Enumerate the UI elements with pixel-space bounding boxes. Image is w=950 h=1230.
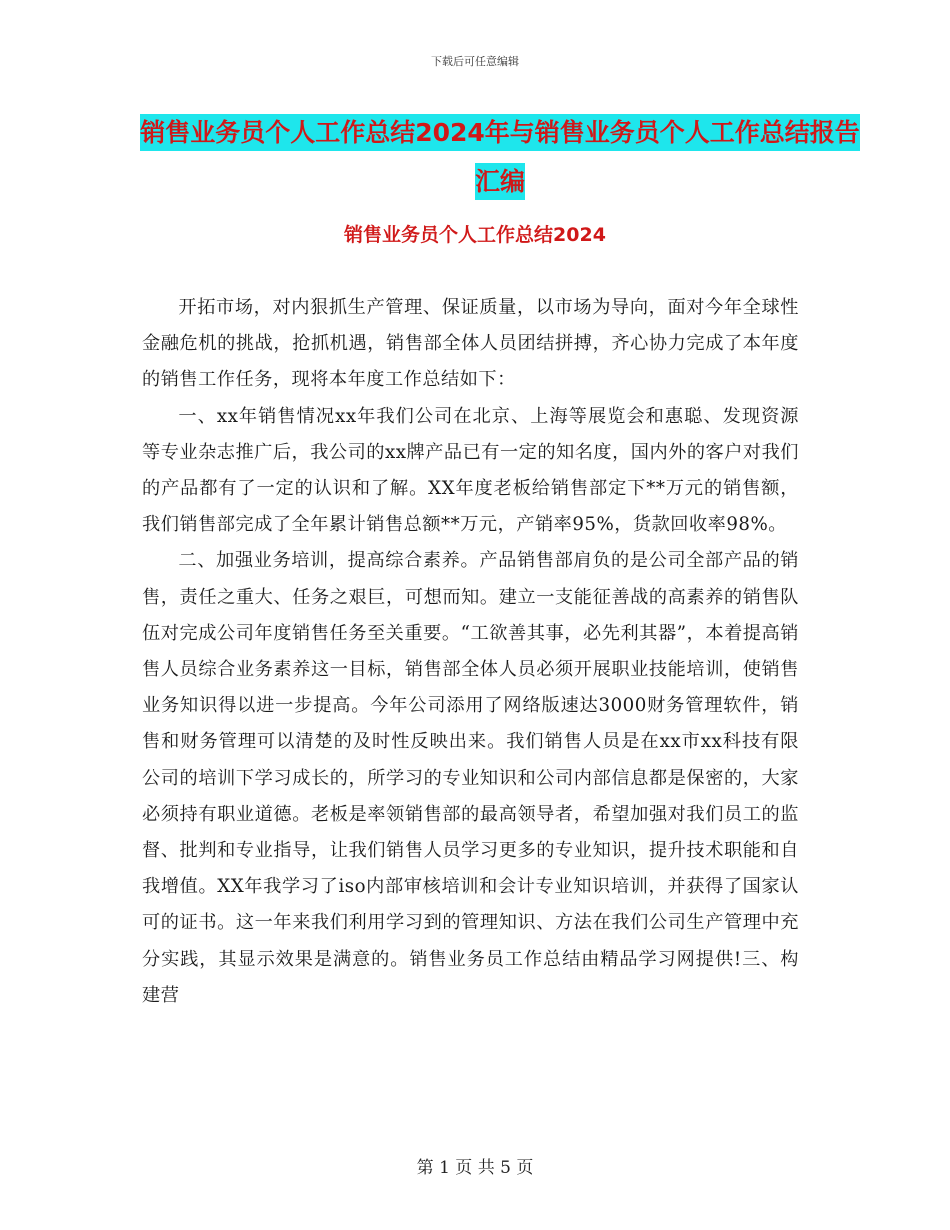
section-title: 销售业务员个人工作总结2024 — [344, 224, 606, 246]
paragraph-sales-status: 一、xx年销售情况xx年我们公司在北京、上海等展览会和惠聪、发现资源等专业杂志推广后，我公司的xx牌产品已有一定的知名度，国内外的客户对我们的产品都有了一定的认识和了解。XX年度老板给销售部定下**万元的销售额，我们销售部完成了全年累计销售总额**万元，产销率95%，货款回收率98%。 — [142, 405, 799, 536]
page-number: 第 1 页 共 5 页 — [416, 1158, 534, 1178]
document-title — [140, 108, 860, 206]
document-body — [142, 290, 799, 1014]
paragraph-intro: 开拓市场，对内狠抓生产管理、保证质量，以市场为导向，面对今年全球性金融危机的挑战，抢抓机遇，销售部全体人员团结拼搏，齐心协力完成了本年度的销售工作任务，现将本年度工作总结如下： — [142, 297, 799, 391]
document-title-text: 销售业务员个人工作总结2024年与销售业务员个人工作总结报告汇编 — [140, 114, 860, 200]
paragraph-training: 二、加强业务培训，提高综合素养。产品销售部肩负的是公司全部产品的销售，责任之重大、任务之艰巨，可想而知。建立一支能征善战的高素养的销售队伍对完成公司年度销售任务至关重要。“工欲善其事，必先利其器”，本着提高销售人员综合业务素养这一目标，销售部全体人员必须开展职业技能培训，使销售业务知识得以进一步提高。今年公司添用了网络版速达3000财务管理软件，销售和财务管理可以清楚的及时性反映出来。我们销售人员是在xx市xx科技有限公司的培训下学习成长的，所学习的专业知识和公司内部信息都是保密的，大家必须持有职业道德。老板是率领销售部的最高领导者，希望加强对我们员工的监督、批判和专业指导，让我们销售人员学习更多的专业知识，提升技术职能和自我增值。XX年我学习了iso内部审核培训和会计专业知识培训，并获得了国家认可的证书。这一年来我们利用学习到的管理知识、方法在我们公司生产管理中充分实践，其显示效果是满意的。销售业务员工作总结由精品学习网提供!三、构建营 — [142, 550, 799, 1006]
header-note: 下载后可任意编辑 — [431, 55, 519, 68]
